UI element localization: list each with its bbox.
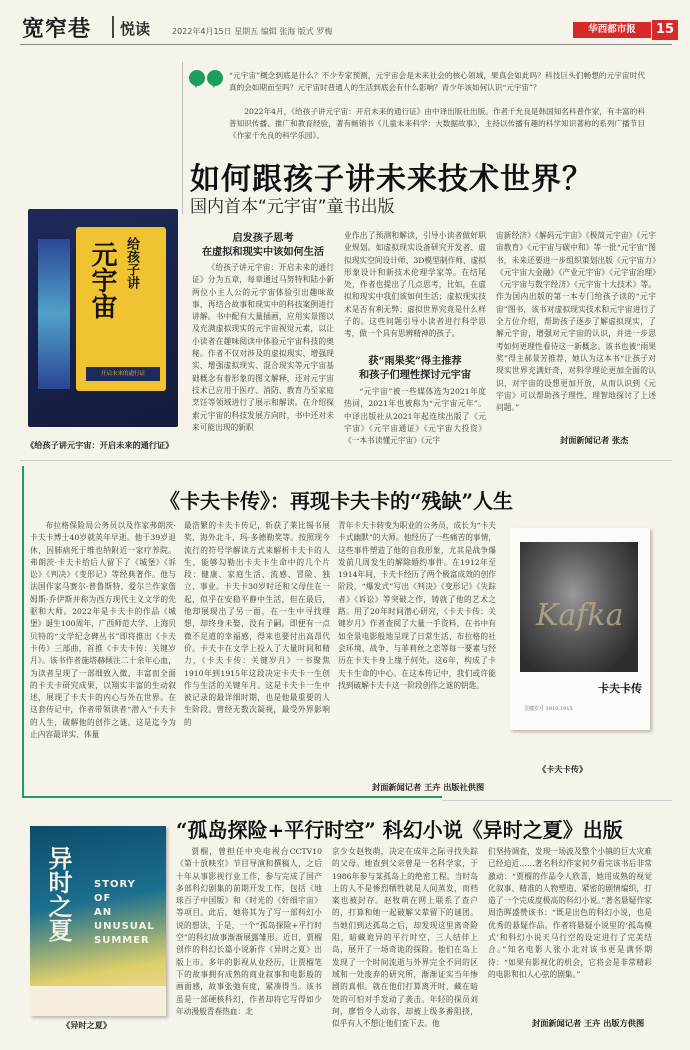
book-caption-metaverse: 《给孩子讲元宇宙：开启未来的通行证》	[26, 440, 174, 450]
divider-1	[20, 460, 672, 461]
cover-title-small: 给孩子讲	[124, 237, 139, 289]
header-divider	[112, 16, 114, 38]
article3-column-1: 贾榴，曾担任中央电视台CCTV10《第十放映室》节目导演和撰稿人，之后十年从事影视行业工作，参与完成了国产多部科幻剧集的前期开发工作，包括《地球百子中国版》和《时光的《奸细宇宙》等项目。此后，她将其为了写一部科幻小说的想法，于是，一个“孤岛探险+平行时空”的科幻故事渐渐展露雏形。近日，贾榴创作的科幻长篇小说新作《异时之夏》出版上市。多年的影视从业经历，让贾榴笔下的故事拥有成熟的商业叙事和电影般的画面感，故事张弛有度，紧凑得当。该书虽是一部硬核科幻，作者却将它写得如少年动漫般青春热血：北	[176, 847, 322, 1016]
article1-intro-2: 2022年4月，《给孩子讲元宇宙：开启未来的通行证》由中译出版社出版。作者千允良是韩国知名科普作家，有丰富的科普知识传播、推广和教育经验，著有畅销书《儿童未来科学：大数据故事》，主持以传播有趣的科学知识著称的系列广播节目《作家千允良的科学乐园》。	[229, 107, 645, 141]
book-caption-kafka: 《卡夫卡传》	[538, 764, 588, 774]
book-caption-summer: 《异时之夏》	[62, 1020, 112, 1030]
subsection-name: 悦读	[120, 20, 151, 38]
article1-subhead-2: 获“雨果奖”得主推荐 和孩子们理性探讨元宇宙	[358, 355, 472, 381]
article2-column-3: 青年卡夫卡转变为职业的公务员，成长为“卡夫卡式幽默”的大师。他经历了一些痛苦的事情，这些事件塑造了他的自我形象，尤其是战争爆发前几周发生的解除婚约事件。在1912年至1914年间，卡夫卡经历了两个极富成效的创作阶段，“爆发式”写出《判决》《变形记》《失踪者》《诉讼》等突破之作，铸就了他的艺术之路。用了20年时间潜心研究，《卡夫卡传：关键岁月》作者查阅了大量一手资料，在书中有如全景电影般地呈现了日常生活、布拉格的社会环境、战争、与菲莉丝之恋等每一要素与经历在卡夫卡身上缘于何处。这6年，构成了卡夫卡生命的中心。在这本传记中，我们或许能找到破解卡夫卡这一阶段创作之谜的钥匙。	[338, 521, 496, 690]
section-name: 宽窄巷	[22, 17, 92, 42]
accent-bar-left	[22, 466, 24, 796]
article1-column-1: 《给孩子讲元宇宙：开启未来的通行证》分为五章，每章通过马努特和陆小新两位小主人公的元宇宙体验引出趣味故事，再结合故事和现实中的科技案例进行讲解。书中配有大量插画，应用实景图以及充满虚拟现实的元宇宙视觉元素，以让小读者在趣味阅读中体验元宇宙科技的奥秘。作者不仅对涉及的虚拟现实、增强现实、增强虚拟现实、混合现实等元宇宙基础概念有着形象的图文解释，还对元宇宙技术已应用于医疗、消防、教育乃至家庭烹饪等领域进行了展示和解读。在介绍探索元宇宙的科技发展方向时，书中还对未来可能出现的新职	[192, 263, 334, 432]
article1-subtitle: 国内首本“元宇宙”童书出版	[190, 197, 395, 217]
article3-column-3: 们坚持调查，发现一场波及整个小镇的巨大灾难已经迫近……著名科幻作家何夕看完该书后非常激动：“贾榴的作品令人欣喜，她用成熟的视觉化叙事、精准的人物塑造、紧密的剧情编织，打造了一个完成度极高的科幻小说。”著名悬疑作家周浩晖盛赞该书：“既是出色的科幻小说，也是优秀的悬疑作品。作者将悬疑小说里的‘孤岛模式’和科幻小说天马行空的设定进行了完美结合。”知名电影人张小北对该书更是满怀期待：“如果有影视化的机会，它将会是非常精彩的电影和扣人心弦的剧集。”	[488, 847, 652, 979]
article2-column-1: 布拉格保险局公务员以及作家弗朗茨·卡夫卡博士40岁就英年早逝。他于39岁退休，因肺病死于维也纳附近一家疗养院。弗朗茨·卡夫卡给后人留下了《城堡》《诉讼》《判决》《变形记》等经典著作。他与法国作家马赛尔·普鲁斯特、爱尔兰作家詹姆斯·乔伊斯并称为西方现代主义文学的先驱和大师。2022年是卡夫卡的作品《城堡》诞生100周年，广西师范大学、上海贝贝特的“文学纪念碑丛书”即将推出《卡夫卡传》三部曲，首推《卡夫卡传：关键岁月》。该书作者施塔赫倾注二十余年心血，为读者呈现了一部细致入微、丰富而全面的卡夫卡研究成果，以翔实丰富的生动叙述，展现了卡夫卡的内心与外在世界。在这套传记中，作者带领读者“潜入”卡夫卡的人生，破解他的创作之谜。这是迄今为止内容最详实、体量	[30, 521, 176, 740]
page-header	[0, 0, 690, 44]
article1-column-2b: “元宇宙”被一些媒体选为2021年度热词，2021年也被称为“元宇宙元年”。中译出版社从2021年起连续出版了《元宇宙》《元宇宙通证》《元宇宙大投资》《一本书读懂元宇宙》《元宇	[344, 387, 486, 446]
article3-title: “孤岛探险+平行时空” 科幻小说《异时之夏》出版	[176, 818, 623, 842]
article1-subhead-1: 启发孩子思考 在虚拟和现实中该如何生活	[201, 232, 325, 258]
page-number: 15	[652, 20, 678, 40]
article2-column-2: 最浩繁的卡夫卡传记，斩获了莱比锡书展奖、海外北斗、玛·多德勒奖等。按照现今流行的符号学解读方式来解析卡夫卡的人生，能够勾勒出卡夫卡生命中的几个片段：健康、家庭生活、流感、冒险、独立、事业。卡夫卡30岁时还和父母住在一起，似乎在安稳平静中生活，但在最后，他却展现出了另一面，在一生中寻找理想，却终身未娶，没有子嗣。即便有一点微不足道的幸福感，得来也要付出高昂代价。卡夫卡在文学上投入了大量时间和精力，《卡夫卡传：关键岁月》一书聚焦1910年到1915年这段决定卡夫卡一生创作与生活的关键年月。这是卡夫卡一生中被记录的最详细时期，也是他最重要的人生阶段。曾经无数次凝视，最受外界影响的	[184, 521, 330, 727]
article1-column-3: 宙新经济》《解码元宇宙》《极简元宇宙》《元宇宙教育》《元宇宙与碳中和》等一批“元宇宙”图书，未来还要进一步组织策划出版《元宇宙力》《元宇宙大金融》《产业元宇宙》《元宇宙治理》《元宇宙与数字经济》《元宇宙十大技术》等。作为国内出版的第一本专门给孩子读的“元宇宙”图书，该书对虚拟现实技术和元宇宙进行了全方位介绍，帮助孩子逐步了解虚拟现实，了解元宇宙，增强对元宇宙的认识，并进一步思考如何更理性看待这一新概念。该书也被“雨果奖”得主郝景芳推荐，她认为这本书“让孩子对现实世界充满好奇，对科学理论更加全面的认识，对宇宙的设想更加开放，从而认识到《元宇宙》可以帮助孩子理性、理智地探讨了上述问题。”	[496, 231, 656, 413]
article3-column-2: 京少女赵牧萌，决定在成年之际寻找失踪的父母。她查到父亲曾是一名科学家，于1986年参与某孤岛上的绝密工程。当时岛上的人不是惨烈牺牲就是人间蒸发，而档案也被封存。赵牧萌在网上联系了查户的，打算和她一起破解父辈留下的谜团。当她们到达孤岛之后，却发现这里离奇险阻，暗藏诡异的平行时空，三人结伴上岛，展开了一场奇诡的探险。他们在岛上发现了一个时间流逝与外界完全不同的区域和一处废弃的研究所，渐渐证实当年惨剧的真相。就在他们打算离开时，藏在暗处的可怕对手发动了袭击。年轻的探员刘珂，廖哲令人动容，却被上级多番阻挠，似乎有人不想让他们查下去。他	[332, 847, 478, 1029]
cover-title: 异时之夏	[44, 846, 72, 942]
header-rule	[20, 44, 672, 45]
article1-credit: 封面新闻记者 张杰	[560, 435, 629, 445]
cover-title-main: 元宇宙	[87, 241, 117, 319]
quote-icon	[189, 70, 225, 90]
issue-meta: 2022年4月15日 星期五 编辑 张海 版式 罗梅	[172, 27, 333, 36]
cover-title: 卡夫卡传	[598, 682, 642, 695]
cover-subtitle: 关键岁月 1910-1915	[524, 706, 573, 712]
book-cover-kafka	[510, 528, 650, 730]
article1-intro: “元宇宙”概念到底是什么？不少专家预测，元宇宙会是未来社会的核心领域，果真会如此吗？科技巨头们畅想的元宇宙时代真的会如期而至吗？元宇宙时普通人的生活到底会有什么影响？青少年该如何认识“元宇宙”？	[229, 71, 645, 93]
cover-band: 开启未来的通行证	[86, 367, 160, 381]
article2-title: 《卡夫卡传》：再现卡夫卡的“残缺”人生	[160, 489, 514, 513]
article1-title: 如何跟孩子讲未来技术世界？	[190, 162, 593, 197]
accent-bar-bottom	[22, 796, 442, 798]
article1-column-2: 业作出了预测和解读，引导小读者做好职业规划。如虚拟现实设备研究开发者、虚拟现实空间设计师、3D模型制作师、虚拟形象设计和新技术伦理学家等。在结尾处，作者也提出了几点思考，比如，在虚拟和现实中我们该如何生活；虚拟现实技术是否有利无弊；虚拟世界究竟是什么样子的。这些问题引导小读者进行科学思考，做一个具有思辨精神的孩子。	[344, 231, 486, 339]
divider-2	[442, 800, 672, 801]
kafka-signature: Kafka	[536, 598, 624, 633]
cover-english-title: STORY OF AN UNUSUAL SUMMER	[94, 879, 155, 946]
book-cover-metaverse	[28, 209, 178, 427]
cover-spine-decoration	[38, 239, 70, 389]
article1-left-rule	[182, 62, 183, 214]
cover-band	[30, 986, 166, 1016]
newspaper-logo: 华西都市报	[573, 22, 651, 38]
article3-credit: 封面新闻记者 王卉 出版方供图	[532, 1018, 645, 1028]
book-cover-summer	[30, 826, 166, 1016]
article2-credit: 封面新闻记者 王卉 出版社供图	[372, 782, 485, 792]
